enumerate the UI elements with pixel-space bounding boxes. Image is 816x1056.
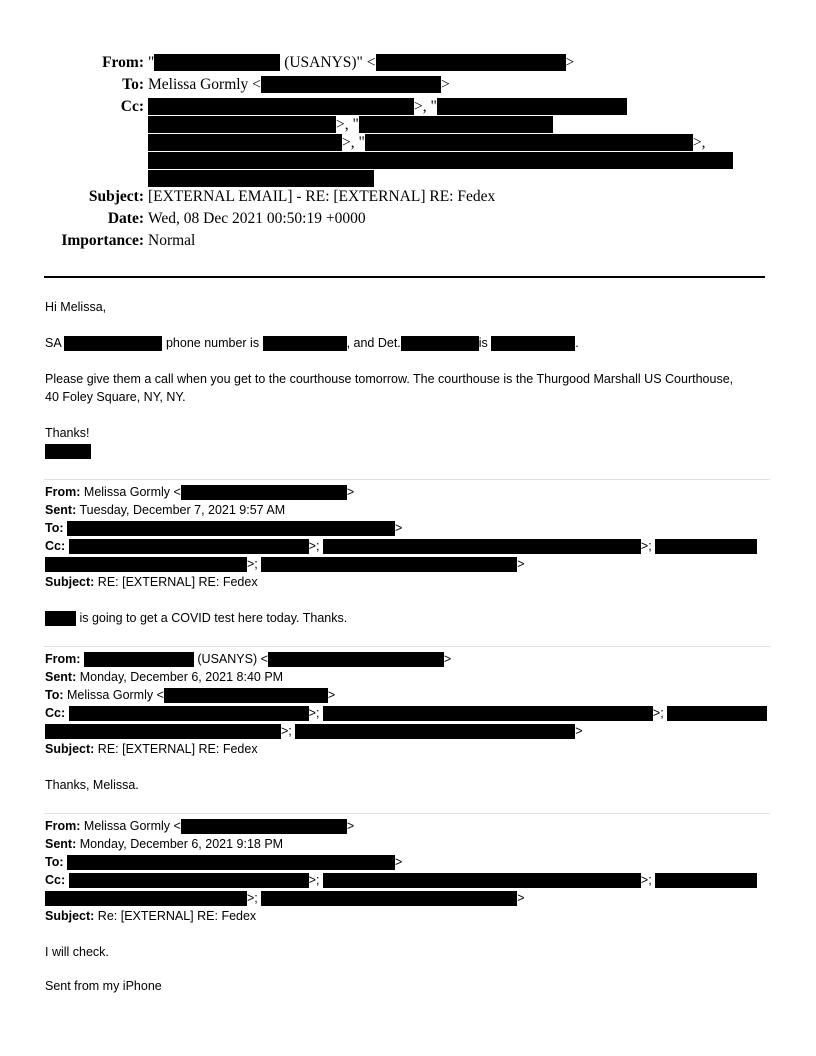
importance-label: Importance:: [61, 232, 144, 249]
courthouse-paragraph: Please give them a call when you get to the courthouse tomorrow. The courthouse is the Thurgood Marshall US Courthouse, 40 Foley Square, NY, NY.: [45, 372, 734, 404]
greeting: Hi Melissa,: [45, 300, 107, 314]
quoted-sent-row: Sent: Monday, December 6, 2021 9:18 PM: [45, 837, 284, 851]
redaction: [365, 134, 693, 151]
redaction: [69, 706, 309, 721]
redaction: [154, 54, 280, 71]
redaction: [655, 539, 757, 554]
quoted-from-row: From: (USANYS) < >: [45, 652, 452, 666]
redaction: [181, 485, 347, 500]
redaction: [148, 170, 374, 187]
redaction: [263, 336, 347, 351]
quoted-cc-cont-row: >; >: [45, 722, 583, 740]
to-label: To:: [122, 76, 144, 93]
header-cc-row: [0, 96, 816, 186]
date-value: Wed, 08 Dec 2021 00:50:19 +0000: [148, 210, 366, 227]
quote-separator: [44, 479, 770, 480]
phone-line: SA phone number is , and Det. is .: [45, 336, 579, 350]
redaction: [164, 688, 328, 703]
quoted-to-row: To: >: [45, 855, 403, 869]
cc-label: Cc:: [120, 98, 144, 115]
quoted-body: is going to get a COVID test here today. Thanks.: [45, 609, 347, 627]
quoted-body: Thanks, Melissa.: [45, 778, 139, 792]
quoted-cc-row: Cc: >; >;: [45, 704, 767, 722]
header-divider: [44, 276, 765, 278]
date-label: Date:: [107, 210, 144, 227]
quoted-cc-row: Cc: >; >;: [45, 537, 757, 555]
signature-redaction: [45, 444, 91, 459]
redaction: [69, 873, 309, 888]
redaction: [181, 819, 347, 834]
redaction: [148, 152, 733, 169]
quoted-from-row: From: Melissa Gormly < >: [45, 819, 355, 833]
quoted-cc-row: Cc: >; >;: [45, 871, 757, 889]
quoted-to-row: To: >: [45, 521, 403, 535]
redaction: [323, 706, 653, 721]
redaction: [64, 336, 162, 351]
redaction: [667, 706, 767, 721]
quoted-subject-row: Subject: RE: [EXTERNAL] RE: Fedex: [45, 742, 258, 756]
redaction: [67, 855, 395, 870]
cc-line: >, ": [148, 98, 627, 116]
redaction: [148, 134, 342, 151]
redaction: [376, 54, 566, 71]
cc-line: [148, 152, 733, 170]
redaction: [437, 98, 627, 115]
from-value: " (USANYS)" < >: [148, 54, 575, 71]
redaction: [261, 891, 517, 906]
subject-value: [EXTERNAL EMAIL] - RE: [EXTERNAL] RE: Fedex: [148, 188, 496, 205]
thanks-line: Thanks!: [45, 426, 90, 440]
redaction: [261, 557, 517, 572]
quote-separator: [44, 646, 770, 647]
redaction: [69, 539, 309, 554]
redaction: [148, 116, 336, 133]
quoted-body: I will check.: [45, 945, 109, 959]
redaction: [67, 521, 395, 536]
redaction: [148, 98, 414, 115]
header-from-row: [0, 52, 816, 74]
subject-label: Subject:: [88, 188, 144, 205]
redaction: [491, 336, 575, 351]
header-importance-row: [0, 230, 816, 252]
quoted-sent-row: Sent: Tuesday, December 7, 2021 9:57 AM: [45, 503, 286, 517]
quoted-to-row: To: Melissa Gormly < >: [45, 688, 336, 702]
redaction: [295, 724, 575, 739]
header-to-row: [0, 74, 816, 96]
quoted-cc-cont-row: >; >: [45, 555, 525, 573]
quoted-subject-row: Subject: RE: [EXTERNAL] RE: Fedex: [45, 575, 258, 589]
redaction: [261, 76, 441, 93]
redaction: [323, 539, 641, 554]
redaction: [45, 724, 281, 739]
from-org: (USANYS)" <: [280, 54, 376, 71]
email-header: [0, 52, 816, 252]
quoted-signature: Sent from my iPhone: [45, 979, 162, 993]
quoted-subject-row: Subject: Re: [EXTERNAL] RE: Fedex: [45, 909, 257, 923]
quoted-from-row: From: Melissa Gormly < >: [45, 485, 355, 499]
quoted-sent-row: Sent: Monday, December 6, 2021 8:40 PM: [45, 670, 284, 684]
cc-line: >, " >,: [148, 134, 705, 152]
quote-separator: [44, 813, 770, 814]
redaction: [401, 336, 479, 351]
importance-value: Normal: [148, 232, 196, 249]
redaction: [655, 873, 757, 888]
redaction: [323, 873, 641, 888]
from-label: From:: [102, 54, 144, 71]
redaction: [84, 652, 194, 667]
cc-line: >, ": [148, 116, 553, 134]
header-subject-row: [0, 186, 816, 208]
redaction: [45, 891, 247, 906]
redaction: [45, 557, 247, 572]
redaction: [359, 116, 553, 133]
header-date-row: [0, 208, 816, 230]
to-value: Melissa Gormly < >: [148, 76, 450, 93]
quoted-cc-cont-row: >; >: [45, 889, 525, 907]
redaction: [268, 652, 444, 667]
redaction: [45, 611, 76, 626]
